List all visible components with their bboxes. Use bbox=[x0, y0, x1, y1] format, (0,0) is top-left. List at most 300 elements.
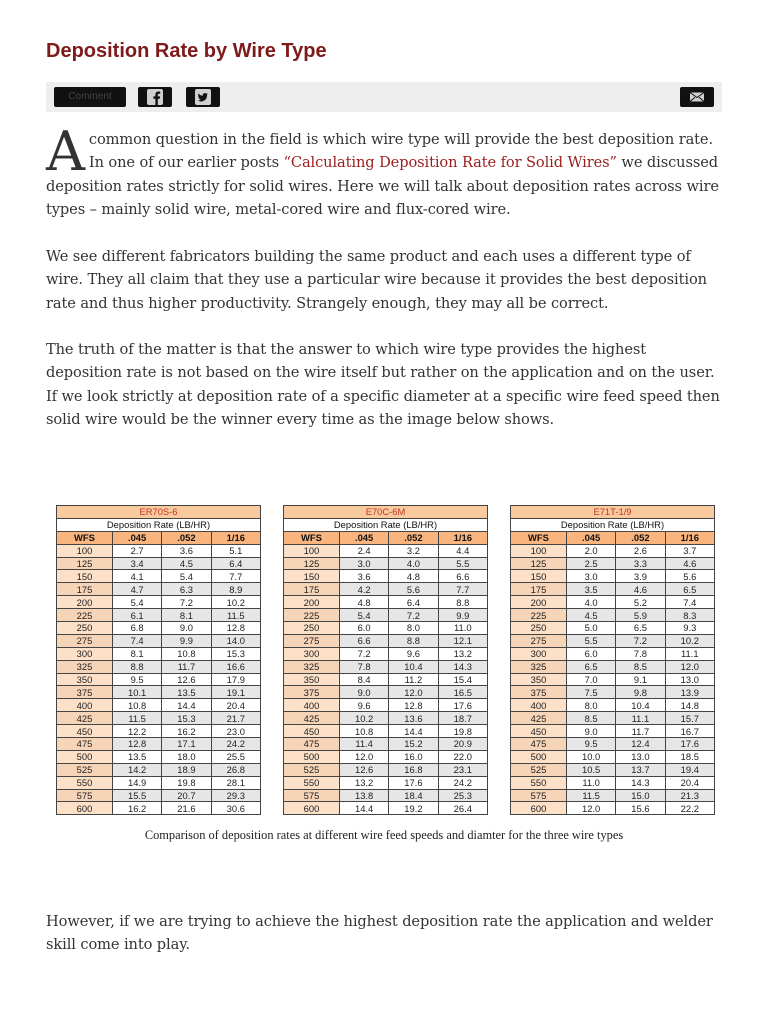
rate-cell: 18.7 bbox=[438, 712, 487, 725]
rate-cell: 17.1 bbox=[162, 738, 211, 751]
wfs-cell: 600 bbox=[57, 802, 113, 815]
rate-cell: 8.8 bbox=[112, 660, 161, 673]
wfs-cell: 425 bbox=[284, 712, 340, 725]
table-subtitle-row bbox=[511, 518, 715, 531]
rate-cell: 4.0 bbox=[566, 596, 615, 609]
column-header: 1/16 bbox=[438, 531, 487, 544]
rate-cell: 9.1 bbox=[616, 673, 665, 686]
rate-cell: 20.7 bbox=[162, 789, 211, 802]
rate-cell: 8.9 bbox=[211, 583, 260, 596]
wfs-cell: 200 bbox=[284, 596, 340, 609]
rate-cell: 6.5 bbox=[566, 660, 615, 673]
rate-cell: 5.1 bbox=[211, 544, 260, 557]
rate-cell: 10.8 bbox=[112, 699, 161, 712]
table-row bbox=[57, 622, 261, 635]
rate-cell: 9.0 bbox=[566, 725, 615, 738]
wfs-cell: 475 bbox=[511, 738, 567, 751]
rate-cell: 6.6 bbox=[339, 634, 388, 647]
rate-cell: 6.3 bbox=[162, 583, 211, 596]
rate-cell: 13.5 bbox=[112, 750, 161, 763]
wfs-cell: 425 bbox=[511, 712, 567, 725]
column-header: .045 bbox=[339, 531, 388, 544]
rate-cell: 3.3 bbox=[616, 557, 665, 570]
rate-cell: 14.4 bbox=[389, 725, 438, 738]
wfs-cell: 400 bbox=[511, 699, 567, 712]
rate-cell: 4.4 bbox=[438, 544, 487, 557]
rate-cell: 9.8 bbox=[616, 686, 665, 699]
rate-cell: 23.1 bbox=[438, 763, 487, 776]
rate-cell: 3.6 bbox=[339, 570, 388, 583]
rate-cell: 5.9 bbox=[616, 609, 665, 622]
rate-cell: 13.2 bbox=[438, 647, 487, 660]
rate-cell: 7.5 bbox=[566, 686, 615, 699]
table-row bbox=[511, 750, 715, 763]
rate-cell: 3.0 bbox=[339, 557, 388, 570]
table-title: E71T-1/9 bbox=[511, 506, 715, 519]
rate-cell: 15.5 bbox=[112, 789, 161, 802]
table-row bbox=[284, 673, 488, 686]
rate-cell: 4.2 bbox=[339, 583, 388, 596]
rate-cell: 11.1 bbox=[616, 712, 665, 725]
rate-cell: 11.0 bbox=[438, 622, 487, 635]
column-header: WFS bbox=[284, 531, 340, 544]
wfs-cell: 275 bbox=[57, 634, 113, 647]
rate-cell: 12.8 bbox=[112, 738, 161, 751]
rate-cell: 17.6 bbox=[665, 738, 714, 751]
rate-cell: 4.8 bbox=[339, 596, 388, 609]
table-row bbox=[284, 712, 488, 725]
table-row bbox=[57, 776, 261, 789]
column-header: .052 bbox=[389, 531, 438, 544]
facebook-share-button[interactable] bbox=[138, 87, 172, 107]
table-row bbox=[57, 763, 261, 776]
table-row bbox=[284, 738, 488, 751]
rate-cell: 3.6 bbox=[162, 544, 211, 557]
rate-cell: 4.5 bbox=[566, 609, 615, 622]
table-row bbox=[57, 712, 261, 725]
table-row bbox=[57, 789, 261, 802]
rate-cell: 7.2 bbox=[389, 609, 438, 622]
rate-cell: 13.5 bbox=[162, 686, 211, 699]
table-row bbox=[284, 802, 488, 815]
table-row bbox=[511, 699, 715, 712]
table-row bbox=[284, 776, 488, 789]
rate-cell: 9.9 bbox=[438, 609, 487, 622]
rate-cell: 11.5 bbox=[112, 712, 161, 725]
wfs-cell: 200 bbox=[511, 596, 567, 609]
rate-cell: 26.4 bbox=[438, 802, 487, 815]
rate-cell: 2.0 bbox=[566, 544, 615, 557]
rate-cell: 4.1 bbox=[112, 570, 161, 583]
wfs-cell: 300 bbox=[511, 647, 567, 660]
rate-cell: 16.2 bbox=[112, 802, 161, 815]
rate-cell: 8.8 bbox=[438, 596, 487, 609]
rate-cell: 3.5 bbox=[566, 583, 615, 596]
wfs-cell: 375 bbox=[57, 686, 113, 699]
rate-cell: 10.8 bbox=[339, 725, 388, 738]
wfs-cell: 100 bbox=[57, 544, 113, 557]
wfs-cell: 475 bbox=[57, 738, 113, 751]
rate-cell: 4.5 bbox=[162, 557, 211, 570]
rate-cell: 4.6 bbox=[665, 557, 714, 570]
rate-cell: 11.1 bbox=[665, 647, 714, 660]
wfs-cell: 600 bbox=[284, 802, 340, 815]
rate-cell: 14.4 bbox=[162, 699, 211, 712]
table-row bbox=[57, 570, 261, 583]
rate-cell: 2.5 bbox=[566, 557, 615, 570]
table-row bbox=[57, 686, 261, 699]
paragraph-truth: The truth of the matter is that the answer to which wire type provides the highest deposition rate is not based on the wire itself but rather on the application and on the user. If we look strictly at deposition rate of a specific diameter at a specific wire feed speed then solid wire would be the winner every time as the image below shows. bbox=[46, 341, 720, 429]
table-row bbox=[284, 557, 488, 570]
rate-cell: 7.2 bbox=[616, 634, 665, 647]
facebook-icon bbox=[147, 89, 163, 105]
column-header: WFS bbox=[511, 531, 567, 544]
rate-cell: 7.7 bbox=[211, 570, 260, 583]
table-row bbox=[284, 763, 488, 776]
rate-cell: 4.0 bbox=[389, 557, 438, 570]
wfs-cell: 100 bbox=[511, 544, 567, 557]
rate-cell: 14.0 bbox=[211, 634, 260, 647]
table-row bbox=[511, 660, 715, 673]
rate-cell: 5.5 bbox=[438, 557, 487, 570]
table-row bbox=[57, 634, 261, 647]
rate-cell: 10.2 bbox=[665, 634, 714, 647]
rate-cell: 16.8 bbox=[389, 763, 438, 776]
wfs-cell: 400 bbox=[57, 699, 113, 712]
rate-cell: 6.5 bbox=[616, 622, 665, 635]
rate-cell: 23.0 bbox=[211, 725, 260, 738]
rate-cell: 21.6 bbox=[162, 802, 211, 815]
wfs-cell: 525 bbox=[57, 763, 113, 776]
wfs-cell: 500 bbox=[284, 750, 340, 763]
rate-cell: 11.7 bbox=[162, 660, 211, 673]
table-row bbox=[284, 789, 488, 802]
rate-cell: 11.4 bbox=[339, 738, 388, 751]
rate-cell: 29.3 bbox=[211, 789, 260, 802]
rate-cell: 12.8 bbox=[211, 622, 260, 635]
rate-cell: 5.0 bbox=[566, 622, 615, 635]
column-header: .045 bbox=[112, 531, 161, 544]
column-header: WFS bbox=[57, 531, 113, 544]
table-row bbox=[57, 609, 261, 622]
rate-cell: 6.4 bbox=[389, 596, 438, 609]
table-row bbox=[57, 738, 261, 751]
rate-cell: 10.1 bbox=[112, 686, 161, 699]
rate-cell: 8.3 bbox=[665, 609, 714, 622]
rate-cell: 15.4 bbox=[438, 673, 487, 686]
twitter-share-button[interactable] bbox=[186, 87, 220, 107]
rate-cell: 9.0 bbox=[339, 686, 388, 699]
rate-cell: 17.6 bbox=[389, 776, 438, 789]
column-header: .052 bbox=[616, 531, 665, 544]
rate-cell: 21.3 bbox=[665, 789, 714, 802]
table-e70c-6m bbox=[283, 505, 488, 815]
rate-cell: 10.2 bbox=[339, 712, 388, 725]
rate-cell: 11.7 bbox=[616, 725, 665, 738]
rate-cell: 22.2 bbox=[665, 802, 714, 815]
rate-cell: 12.4 bbox=[616, 738, 665, 751]
rate-cell: 13.0 bbox=[665, 673, 714, 686]
rate-cell: 14.8 bbox=[665, 699, 714, 712]
table-row bbox=[511, 686, 715, 699]
table-subtitle-row bbox=[57, 518, 261, 531]
table-row bbox=[57, 647, 261, 660]
rate-cell: 28.1 bbox=[211, 776, 260, 789]
rate-cell: 18.5 bbox=[665, 750, 714, 763]
wfs-cell: 375 bbox=[511, 686, 567, 699]
wfs-cell: 125 bbox=[57, 557, 113, 570]
wfs-cell: 550 bbox=[511, 776, 567, 789]
rate-cell: 9.6 bbox=[339, 699, 388, 712]
rate-cell: 13.6 bbox=[389, 712, 438, 725]
wfs-cell: 225 bbox=[57, 609, 113, 622]
wfs-cell: 350 bbox=[284, 673, 340, 686]
rate-cell: 24.2 bbox=[211, 738, 260, 751]
table-er70s-6 bbox=[56, 505, 261, 815]
wfs-cell: 525 bbox=[284, 763, 340, 776]
intro-text-b: we discussed deposition rates strictly for solid wires. Here we will talk about deposition rates across wire types – mainly solid wire, metal-cored wire and flux-cored wire. bbox=[46, 154, 719, 219]
wfs-cell: 325 bbox=[284, 660, 340, 673]
comment-button[interactable]: Comment bbox=[54, 87, 126, 107]
wfs-cell: 550 bbox=[57, 776, 113, 789]
rate-cell: 8.0 bbox=[389, 622, 438, 635]
rate-cell: 12.1 bbox=[438, 634, 487, 647]
rate-cell: 20.9 bbox=[438, 738, 487, 751]
table-row bbox=[57, 596, 261, 609]
rate-cell: 8.4 bbox=[339, 673, 388, 686]
rate-cell: 4.7 bbox=[112, 583, 161, 596]
wfs-cell: 125 bbox=[511, 557, 567, 570]
share-bar bbox=[46, 82, 722, 112]
rate-cell: 6.0 bbox=[339, 622, 388, 635]
rate-cell: 9.9 bbox=[162, 634, 211, 647]
wfs-cell: 525 bbox=[511, 763, 567, 776]
table-row bbox=[284, 544, 488, 557]
table-row bbox=[511, 622, 715, 635]
rate-cell: 2.7 bbox=[112, 544, 161, 557]
table-title-row bbox=[284, 506, 488, 519]
rate-cell: 13.7 bbox=[616, 763, 665, 776]
twitter-icon bbox=[195, 89, 211, 105]
wfs-cell: 300 bbox=[57, 647, 113, 660]
column-header: .052 bbox=[162, 531, 211, 544]
wfs-cell: 250 bbox=[511, 622, 567, 635]
rate-cell: 26.8 bbox=[211, 763, 260, 776]
wfs-cell: 575 bbox=[284, 789, 340, 802]
rate-cell: 7.8 bbox=[339, 660, 388, 673]
wfs-cell: 175 bbox=[57, 583, 113, 596]
wfs-cell: 175 bbox=[284, 583, 340, 596]
wfs-cell: 325 bbox=[57, 660, 113, 673]
table-row bbox=[284, 583, 488, 596]
rate-cell: 10.0 bbox=[566, 750, 615, 763]
rate-cell: 18.4 bbox=[389, 789, 438, 802]
rate-cell: 24.2 bbox=[438, 776, 487, 789]
article-title: Deposition Rate by Wire Type bbox=[46, 40, 327, 62]
rate-cell: 20.4 bbox=[211, 699, 260, 712]
table-row bbox=[57, 544, 261, 557]
column-header: 1/16 bbox=[211, 531, 260, 544]
rate-cell: 2.6 bbox=[616, 544, 665, 557]
rate-cell: 6.5 bbox=[665, 583, 714, 596]
rate-cell: 22.0 bbox=[438, 750, 487, 763]
table-row bbox=[511, 725, 715, 738]
rate-cell: 5.6 bbox=[389, 583, 438, 596]
rate-cell: 19.2 bbox=[389, 802, 438, 815]
rate-cell: 11.0 bbox=[566, 776, 615, 789]
table-row bbox=[511, 647, 715, 660]
wfs-cell: 250 bbox=[284, 622, 340, 635]
rate-cell: 8.1 bbox=[162, 609, 211, 622]
wfs-cell: 400 bbox=[284, 699, 340, 712]
rate-cell: 8.5 bbox=[566, 712, 615, 725]
rate-cell: 4.8 bbox=[389, 570, 438, 583]
table-title-row bbox=[57, 506, 261, 519]
rate-cell: 5.5 bbox=[566, 634, 615, 647]
table-row bbox=[511, 763, 715, 776]
rate-cell: 7.2 bbox=[339, 647, 388, 660]
table-column-header-row bbox=[57, 531, 261, 544]
table-row bbox=[57, 699, 261, 712]
rate-cell: 15.3 bbox=[211, 647, 260, 660]
rate-cell: 21.7 bbox=[211, 712, 260, 725]
rate-cell: 17.6 bbox=[438, 699, 487, 712]
calculating-deposition-rate-link[interactable]: “Calculating Deposition Rate for Solid Wires” bbox=[283, 154, 617, 172]
table-row bbox=[511, 712, 715, 725]
table-column-header-row bbox=[511, 531, 715, 544]
table-column-header-row bbox=[284, 531, 488, 544]
table-row bbox=[511, 557, 715, 570]
rate-cell: 5.4 bbox=[162, 570, 211, 583]
wfs-cell: 150 bbox=[511, 570, 567, 583]
rate-cell: 12.8 bbox=[389, 699, 438, 712]
rate-cell: 9.3 bbox=[665, 622, 714, 635]
table-row bbox=[284, 570, 488, 583]
rate-cell: 17.9 bbox=[211, 673, 260, 686]
wfs-cell: 425 bbox=[57, 712, 113, 725]
rate-cell: 7.0 bbox=[566, 673, 615, 686]
intro-paragraph bbox=[46, 120, 726, 222]
wfs-cell: 450 bbox=[284, 725, 340, 738]
table-title: ER70S-6 bbox=[57, 506, 261, 519]
rate-cell: 16.2 bbox=[162, 725, 211, 738]
table-row bbox=[284, 634, 488, 647]
wfs-cell: 600 bbox=[511, 802, 567, 815]
wfs-cell: 150 bbox=[284, 570, 340, 583]
paragraph-however: However, if we are trying to achieve the highest deposition rate the application and welder skill come into play. bbox=[46, 913, 713, 954]
wfs-cell: 375 bbox=[284, 686, 340, 699]
rate-cell: 25.3 bbox=[438, 789, 487, 802]
rate-cell: 10.8 bbox=[162, 647, 211, 660]
rate-cell: 6.1 bbox=[112, 609, 161, 622]
wfs-cell: 350 bbox=[511, 673, 567, 686]
rate-cell: 2.4 bbox=[339, 544, 388, 557]
rate-cell: 13.8 bbox=[339, 789, 388, 802]
rate-cell: 19.8 bbox=[162, 776, 211, 789]
wfs-cell: 275 bbox=[284, 634, 340, 647]
table-subtitle-row bbox=[284, 518, 488, 531]
rate-cell: 3.2 bbox=[389, 544, 438, 557]
table-row bbox=[284, 750, 488, 763]
table-row bbox=[511, 570, 715, 583]
rate-cell: 7.4 bbox=[665, 596, 714, 609]
rate-cell: 15.3 bbox=[162, 712, 211, 725]
rate-cell: 8.8 bbox=[389, 634, 438, 647]
rate-cell: 8.1 bbox=[112, 647, 161, 660]
table-row bbox=[57, 557, 261, 570]
table-e71t-1-9 bbox=[510, 505, 715, 815]
table-subtitle: Deposition Rate (LB/HR) bbox=[57, 518, 261, 531]
rate-cell: 7.8 bbox=[616, 647, 665, 660]
rate-cell: 11.2 bbox=[389, 673, 438, 686]
table-row bbox=[511, 544, 715, 557]
wfs-cell: 200 bbox=[57, 596, 113, 609]
wfs-cell: 475 bbox=[284, 738, 340, 751]
rate-cell: 12.0 bbox=[339, 750, 388, 763]
table-row bbox=[511, 738, 715, 751]
rate-cell: 7.7 bbox=[438, 583, 487, 596]
rate-cell: 13.9 bbox=[665, 686, 714, 699]
wfs-cell: 175 bbox=[511, 583, 567, 596]
rate-cell: 8.5 bbox=[616, 660, 665, 673]
rate-cell: 14.9 bbox=[112, 776, 161, 789]
table-row bbox=[511, 609, 715, 622]
rate-cell: 6.4 bbox=[211, 557, 260, 570]
rate-cell: 6.6 bbox=[438, 570, 487, 583]
rate-cell: 15.7 bbox=[665, 712, 714, 725]
rate-cell: 16.0 bbox=[389, 750, 438, 763]
table-row bbox=[284, 686, 488, 699]
wfs-cell: 575 bbox=[511, 789, 567, 802]
rate-cell: 10.2 bbox=[211, 596, 260, 609]
wfs-cell: 100 bbox=[284, 544, 340, 557]
wfs-cell: 575 bbox=[57, 789, 113, 802]
rate-cell: 14.3 bbox=[438, 660, 487, 673]
rate-cell: 3.7 bbox=[665, 544, 714, 557]
table-row bbox=[511, 802, 715, 815]
rate-cell: 13.2 bbox=[339, 776, 388, 789]
rate-cell: 9.5 bbox=[566, 738, 615, 751]
rate-cell: 5.4 bbox=[339, 609, 388, 622]
rate-cell: 25.5 bbox=[211, 750, 260, 763]
rate-cell: 16.7 bbox=[665, 725, 714, 738]
table-row bbox=[284, 647, 488, 660]
rate-cell: 4.6 bbox=[616, 583, 665, 596]
table-row bbox=[511, 789, 715, 802]
intro-text-a: common question in the field is which wire type will provide the best deposition rate. In one of our earlier posts bbox=[88, 131, 714, 172]
table-row bbox=[284, 660, 488, 673]
table-row bbox=[511, 596, 715, 609]
rate-cell: 14.4 bbox=[339, 802, 388, 815]
table-row bbox=[57, 750, 261, 763]
rate-cell: 5.6 bbox=[665, 570, 714, 583]
rate-cell: 6.8 bbox=[112, 622, 161, 635]
rate-cell: 5.2 bbox=[616, 596, 665, 609]
rate-cell: 9.5 bbox=[112, 673, 161, 686]
rate-cell: 15.2 bbox=[389, 738, 438, 751]
rate-cell: 12.0 bbox=[566, 802, 615, 815]
rate-cell: 12.0 bbox=[665, 660, 714, 673]
rate-cell: 12.2 bbox=[112, 725, 161, 738]
table-row bbox=[57, 583, 261, 596]
rate-cell: 16.5 bbox=[438, 686, 487, 699]
wfs-cell: 150 bbox=[57, 570, 113, 583]
wfs-cell: 250 bbox=[57, 622, 113, 635]
table-row bbox=[57, 660, 261, 673]
email-share-button[interactable] bbox=[680, 87, 714, 107]
table-row bbox=[57, 673, 261, 686]
rate-cell: 18.9 bbox=[162, 763, 211, 776]
